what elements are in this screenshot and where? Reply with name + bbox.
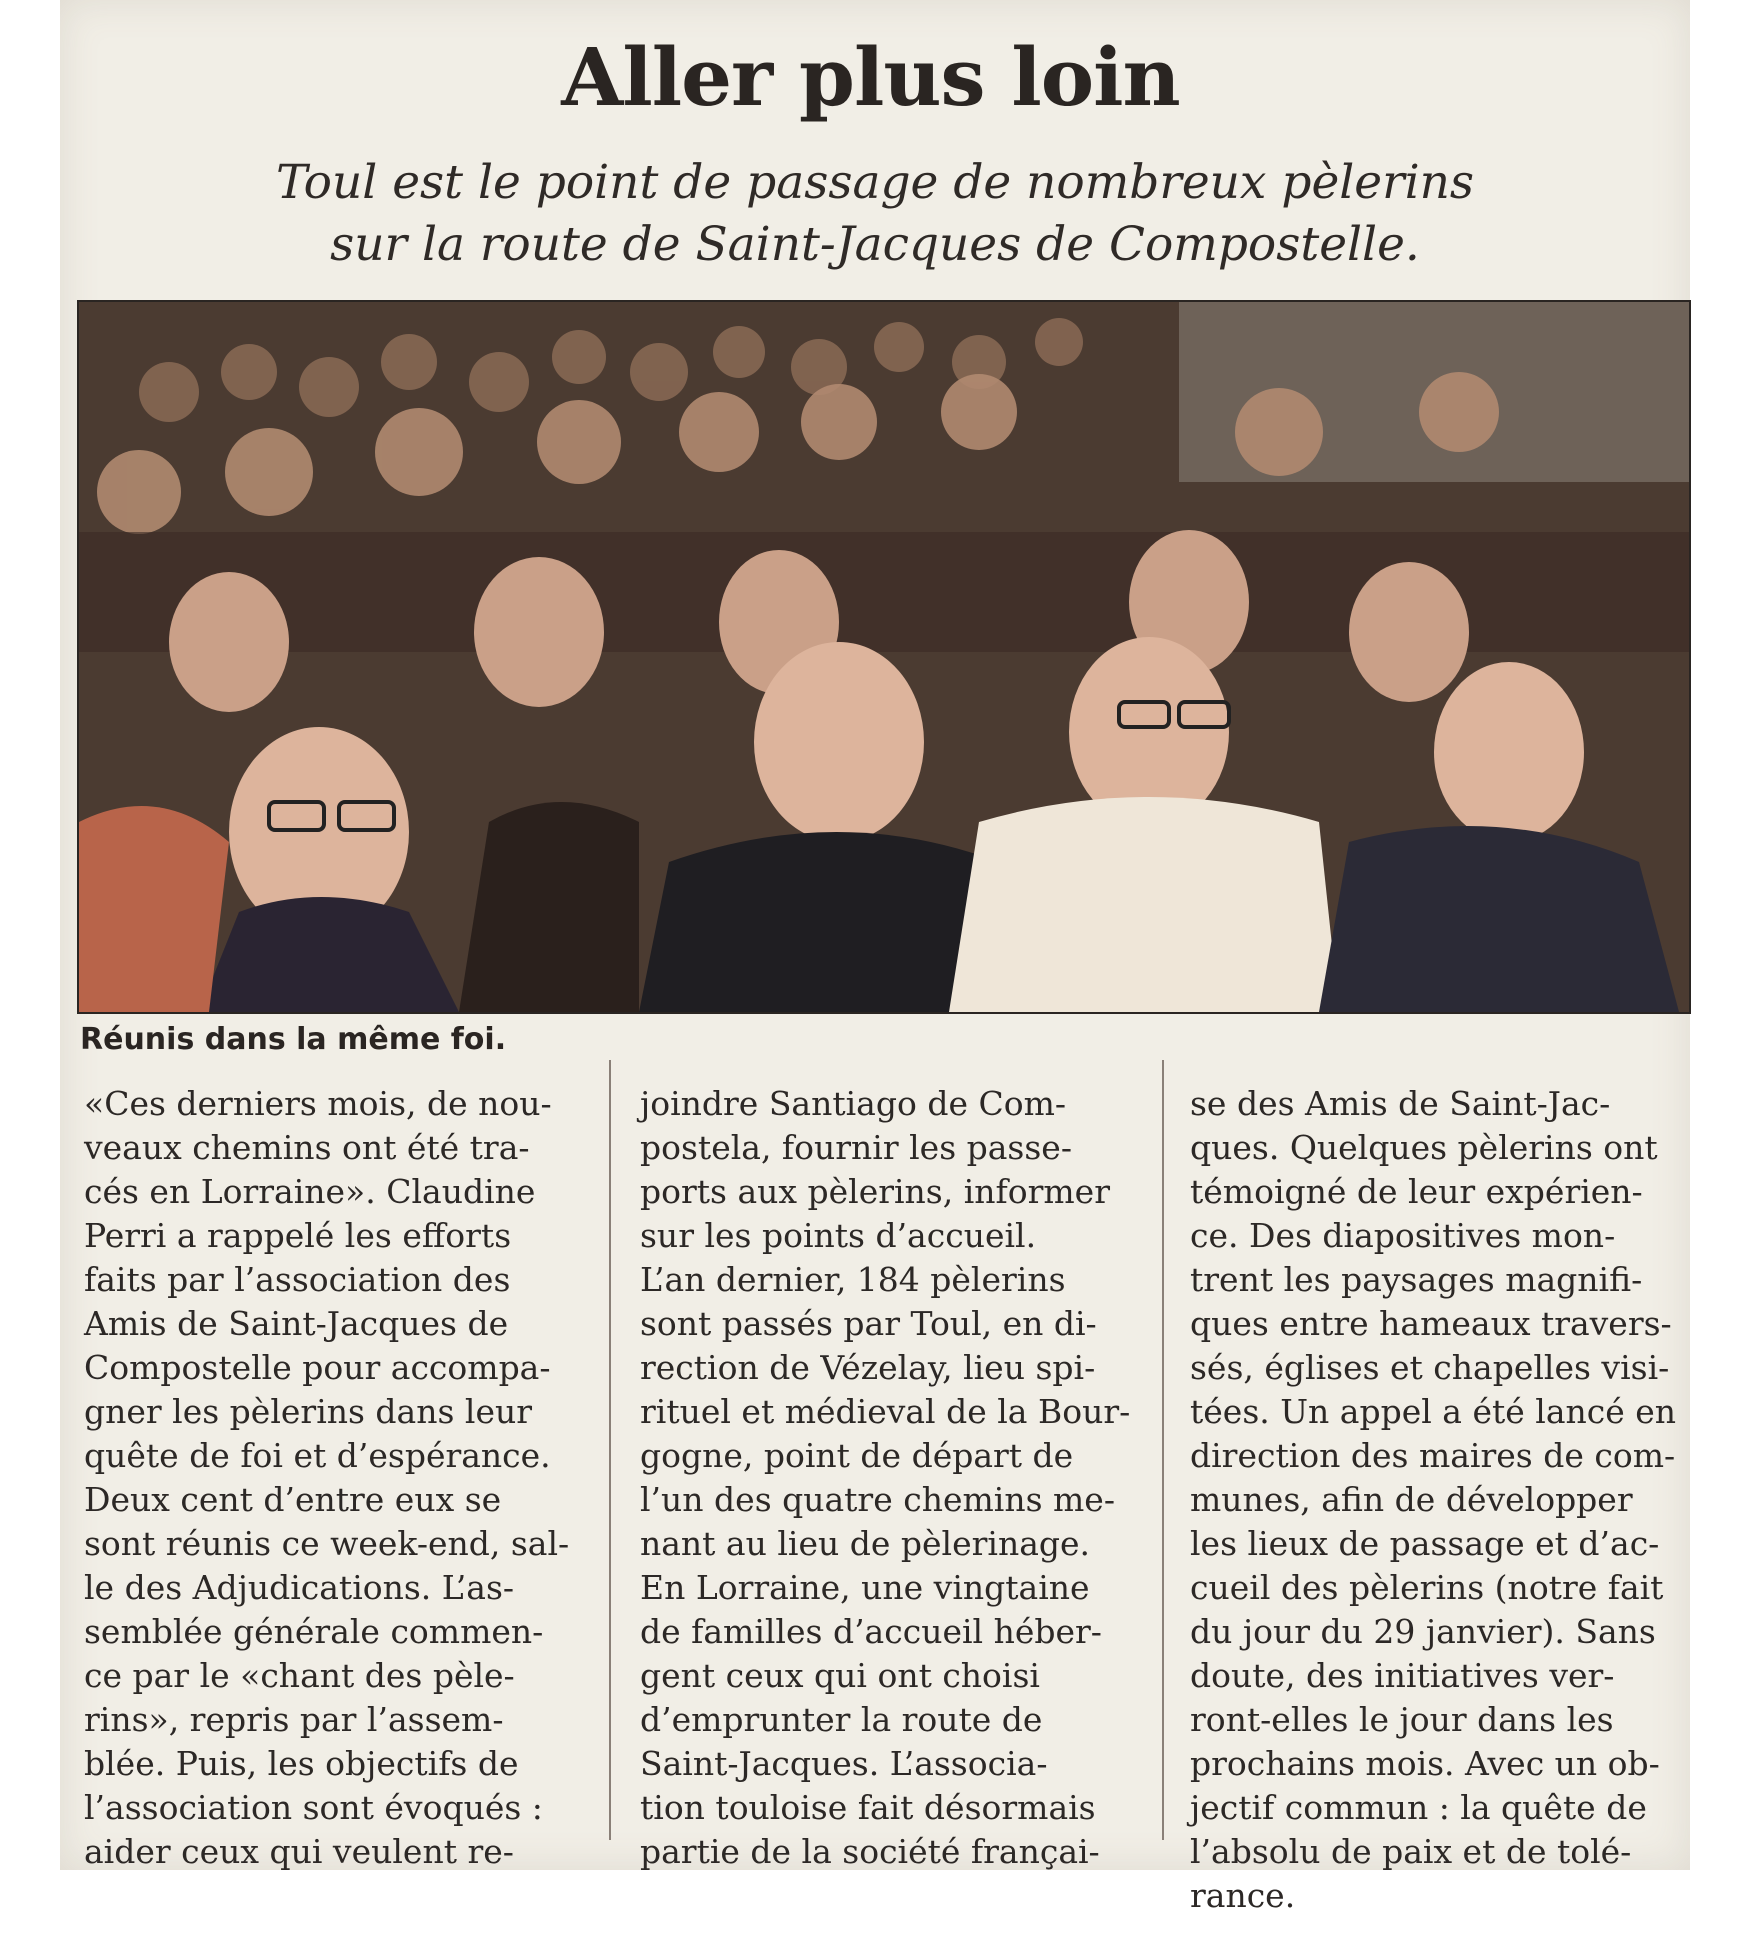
audience-photo xyxy=(77,300,1691,1014)
text-line: d’emprunter la route de xyxy=(640,1700,1043,1739)
text-line: témoigné de leur expérien- xyxy=(1190,1172,1643,1211)
text-line: munes, afin de développer xyxy=(1190,1480,1633,1519)
text-line: trent les paysages magnifi- xyxy=(1190,1260,1643,1299)
text-line: rection de Vézelay, lieu spi- xyxy=(640,1348,1096,1387)
text-line: tées. Un appel a été lancé en xyxy=(1190,1392,1677,1431)
text-line: l’association sont évoqués : xyxy=(84,1788,543,1827)
text-line: cés en Lorraine». Claudine xyxy=(84,1172,536,1211)
text-line: rance. xyxy=(1190,1876,1296,1915)
text-line: jectif commun : la quête de xyxy=(1190,1788,1647,1827)
headline: Aller plus loin xyxy=(561,30,1180,124)
article-column-3 xyxy=(1190,1082,1685,1918)
text-line: doute, des initiatives ver- xyxy=(1190,1656,1615,1695)
text-line: quête de foi et d’espérance. xyxy=(84,1436,551,1475)
text-line: «Ces derniers mois, de nou- xyxy=(84,1084,552,1123)
column-divider xyxy=(1162,1060,1164,1840)
text-line: Amis de Saint-Jacques de xyxy=(84,1304,509,1343)
subheadline-line-2: sur la route de Saint-Jacques de Compostelle. xyxy=(330,217,1420,272)
text-line: ques. Quelques pèlerins ont xyxy=(1190,1128,1658,1167)
text-line: prochains mois. Avec un ob- xyxy=(1190,1744,1660,1783)
text-line: semblée générale commen- xyxy=(84,1612,544,1651)
text-line: ront-elles le jour dans les xyxy=(1190,1700,1614,1739)
text-line: de familles d’accueil héber- xyxy=(640,1612,1102,1651)
text-line: Perri a rappelé les efforts xyxy=(84,1216,512,1255)
text-line: faits par l’association des xyxy=(84,1260,511,1299)
text-line: En Lorraine, une vingtaine xyxy=(640,1568,1090,1607)
article-column-1 xyxy=(84,1082,579,1874)
text-line: sont passés par Toul, en di- xyxy=(640,1304,1097,1343)
text-line: gent ceux qui ont choisi xyxy=(640,1656,1040,1695)
text-line: gogne, point de départ de xyxy=(640,1436,1074,1475)
text-line: l’un des quatre chemins me- xyxy=(640,1480,1115,1519)
column-divider xyxy=(609,1060,611,1840)
subheadline-line-1: Toul est le point de passage de nombreux pèlerins xyxy=(275,155,1475,210)
photo-caption: Réunis dans la même foi. xyxy=(80,1022,507,1057)
article-column-2 xyxy=(640,1082,1135,1874)
text-line: se des Amis de Saint-Jac- xyxy=(1190,1084,1611,1123)
text-line: direction des maires de com- xyxy=(1190,1436,1676,1475)
text-line: joindre Santiago de Com- xyxy=(640,1084,1067,1123)
text-line: ce. Des diapositives mon- xyxy=(1190,1216,1616,1255)
text-line: Deux cent d’entre eux se xyxy=(84,1480,502,1519)
text-line: rituel et médieval de la Bour- xyxy=(640,1392,1131,1431)
text-line: ports aux pèlerins, informer xyxy=(640,1172,1110,1211)
audience-photo-illustration xyxy=(79,302,1689,1012)
text-line: partie de la société françai- xyxy=(640,1832,1100,1871)
text-line: postela, fournir les passe- xyxy=(640,1128,1072,1167)
text-line: Saint-Jacques. L’associa- xyxy=(640,1744,1048,1783)
text-line: sés, églises et chapelles visi- xyxy=(1190,1348,1670,1387)
text-line: les lieux de passage et d’ac- xyxy=(1190,1524,1660,1563)
text-line: rins», repris par l’assem- xyxy=(84,1700,504,1739)
text-line: du jour du 29 janvier). Sans xyxy=(1190,1612,1656,1651)
text-line: Compostelle pour accompa- xyxy=(84,1348,551,1387)
subheadline xyxy=(150,152,1600,276)
text-line: le des Adjudications. L’as- xyxy=(84,1568,515,1607)
text-line: l’absolu de paix et de tolé- xyxy=(1190,1832,1632,1871)
text-line: veaux chemins ont été tra- xyxy=(84,1128,530,1167)
text-line: aider ceux qui veulent re- xyxy=(84,1832,514,1871)
text-line: gner les pèlerins dans leur xyxy=(84,1392,533,1431)
text-line: nant au lieu de pèlerinage. xyxy=(640,1524,1091,1563)
text-line: cueil des pèlerins (notre fait xyxy=(1190,1568,1664,1607)
text-line: L’an dernier, 184 pèlerins xyxy=(640,1260,1066,1299)
text-line: ques entre hameaux travers- xyxy=(1190,1304,1672,1343)
text-line: sont réunis ce week-end, sal- xyxy=(84,1524,570,1563)
text-line: blée. Puis, les objectifs de xyxy=(84,1744,519,1783)
text-line: sur les points d’accueil. xyxy=(640,1216,1037,1255)
text-line: ce par le «chant des pèle- xyxy=(84,1656,515,1695)
text-line: tion touloise fait désormais xyxy=(640,1788,1096,1827)
